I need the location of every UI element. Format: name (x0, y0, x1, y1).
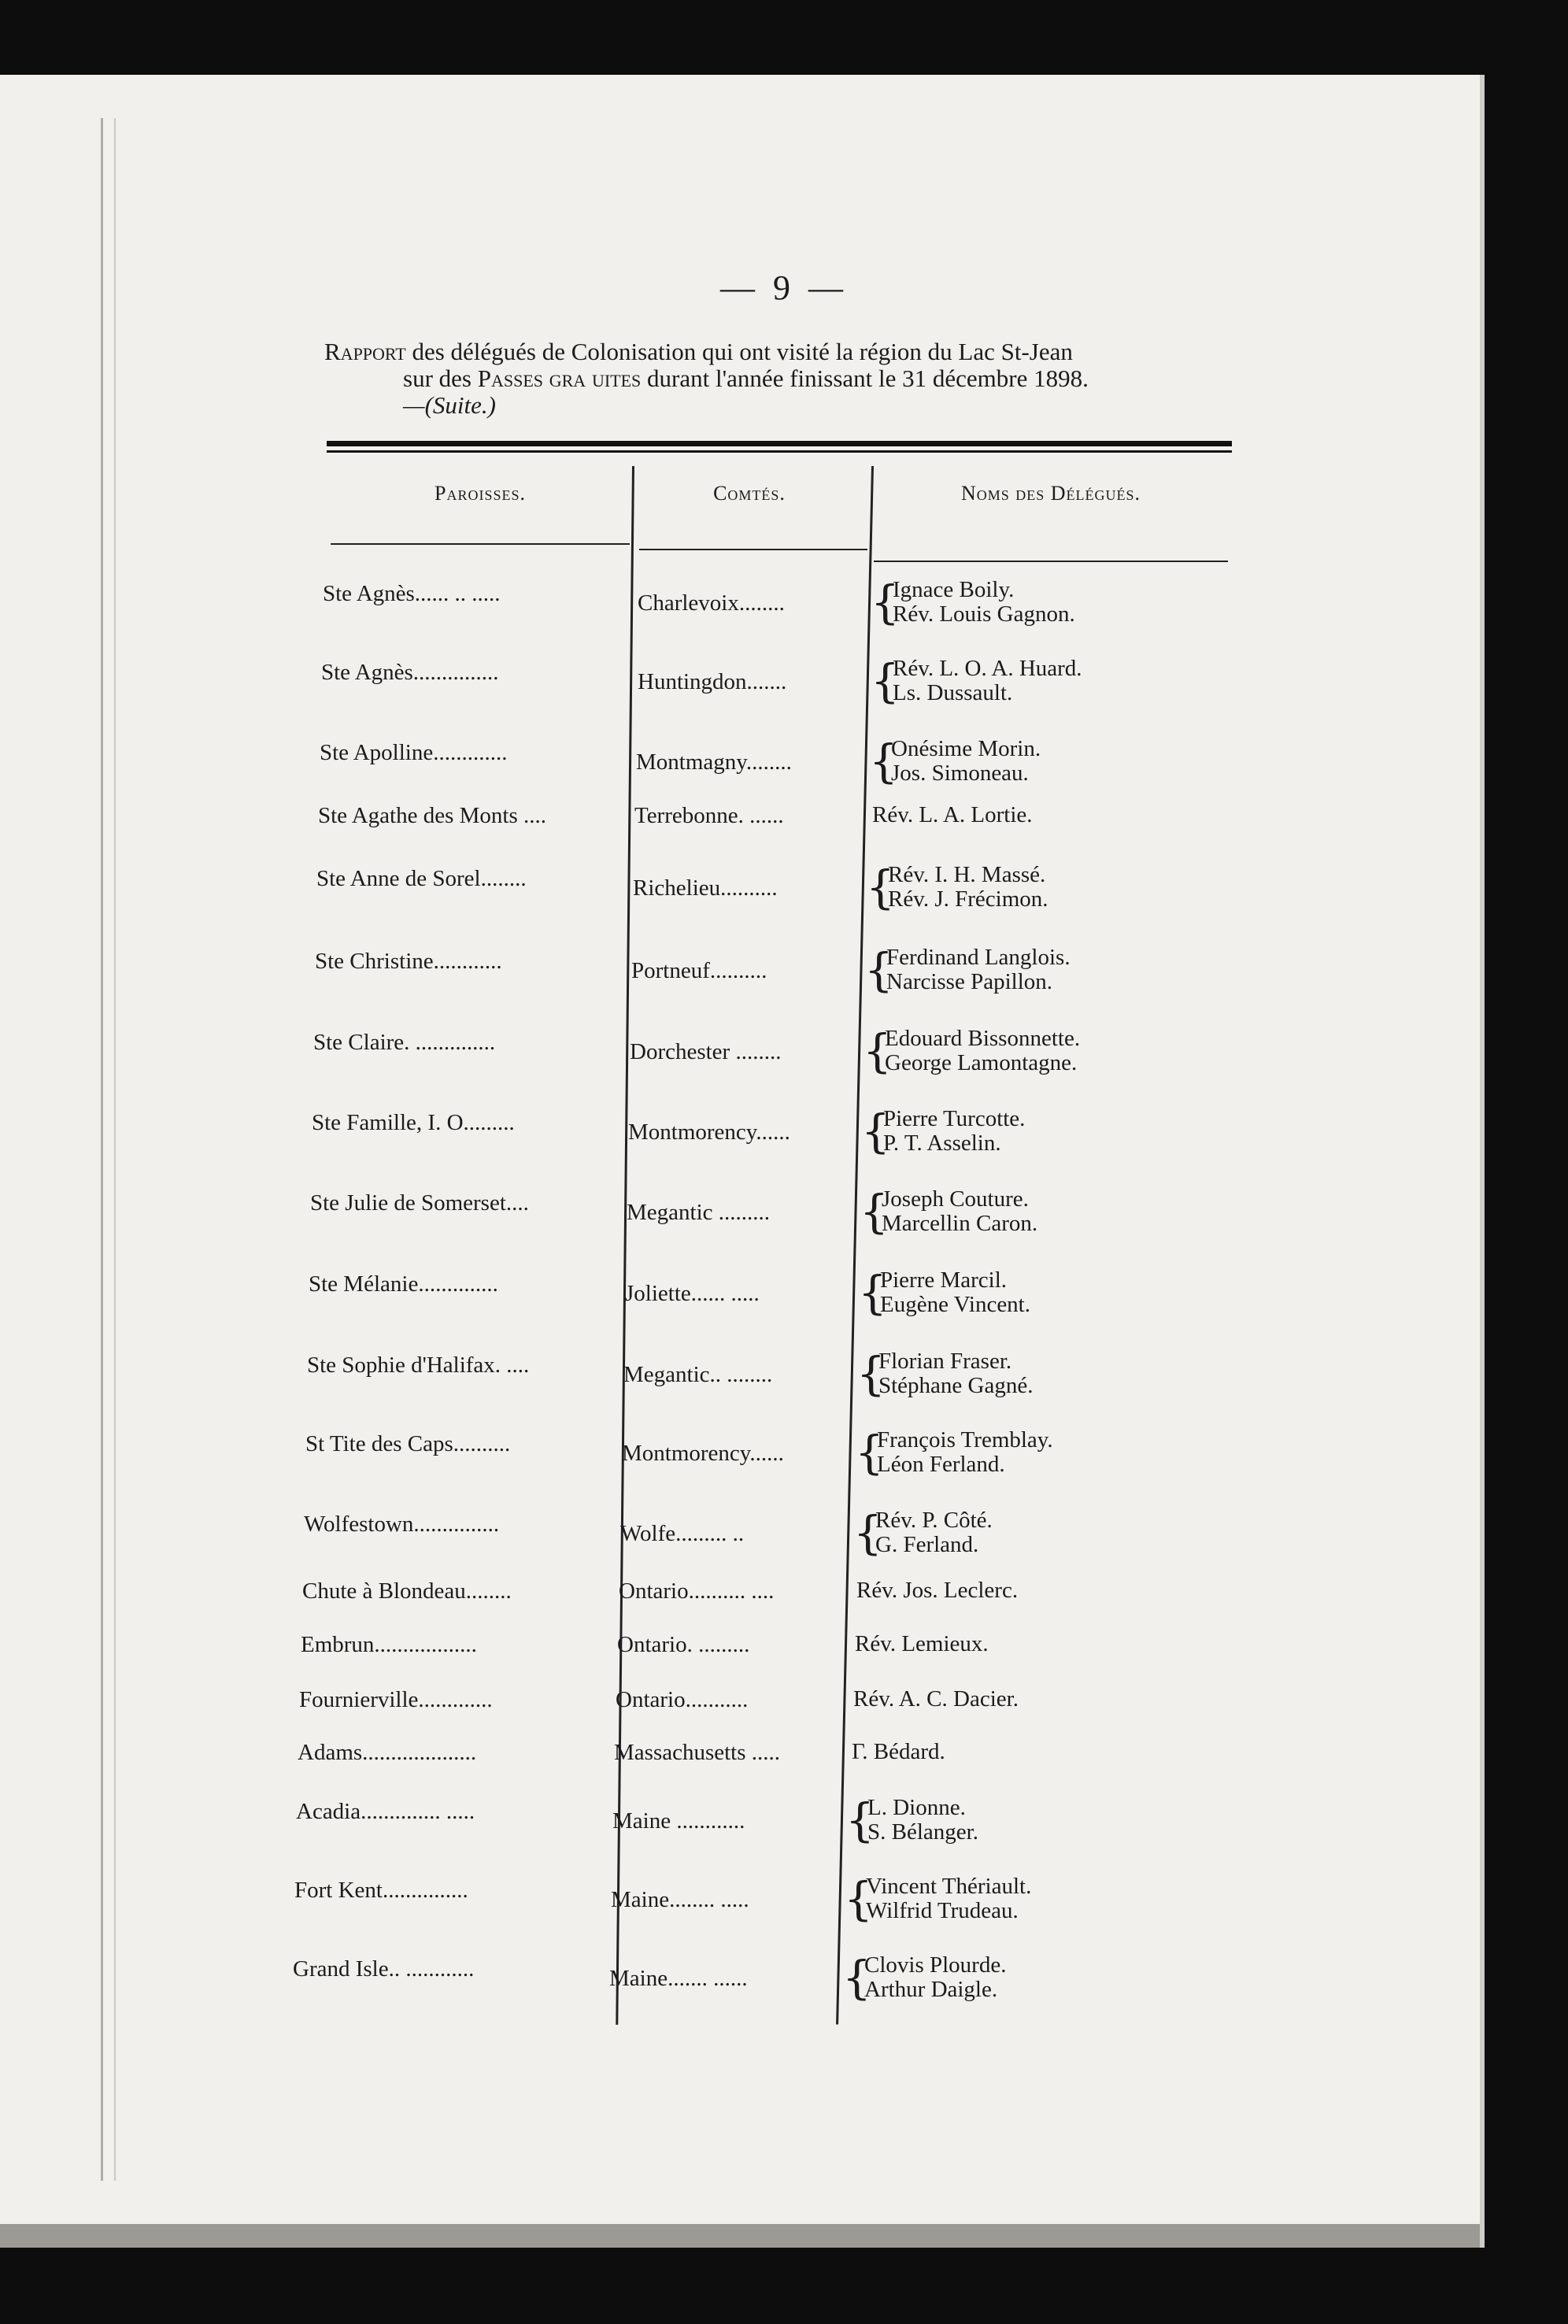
delegue-name: L. Dionne. (867, 1795, 966, 1820)
comte-cell: Ontario.......... .... (619, 1578, 775, 1604)
report-title (324, 339, 1237, 419)
title-line-2 (324, 365, 1237, 392)
delegues-cell (893, 578, 1075, 627)
comte-cell: Dorchester ........ (630, 1039, 782, 1064)
paroisse-cell: Wolfestown............... (304, 1512, 500, 1537)
comte-cell: Montmorency...... (622, 1441, 784, 1466)
comte-cell: Charlevoix........ (638, 590, 785, 616)
paroisse-cell: Ste Agnès............... (321, 660, 499, 685)
paroisse-cell: Acadia.............. ..... (296, 1799, 475, 1824)
header-rule-2 (639, 549, 867, 550)
delegues-cell (880, 1268, 1030, 1317)
comte-cell: Joliette...... ..... (625, 1281, 760, 1306)
title-line2-a: sur des (403, 365, 478, 392)
brace-icon: { (842, 1951, 871, 2004)
paroisse-cell: St Tite des Caps.......... (305, 1431, 511, 1456)
brace-icon: { (869, 735, 898, 788)
paroisse-cell: Fort Kent............... (294, 1878, 468, 1903)
delegues-cell (893, 657, 1082, 705)
comte-cell: Megantic.. ........ (623, 1362, 773, 1387)
table-top-rule-thin (327, 450, 1232, 453)
brace-icon: { (864, 943, 893, 997)
delegue-name: Rév. A. C. Dacier. (853, 1686, 1019, 1712)
delegue-name: Léon Ferland. (877, 1452, 1005, 1477)
binding-stitches (101, 118, 116, 2181)
page-number: — 9 — (720, 268, 848, 307)
brace-icon: { (858, 1266, 887, 1319)
brace-icon: { (855, 1426, 884, 1479)
title-rapport: Rapport (324, 338, 406, 365)
paroisse-cell: Ste Anne de Sorel........ (316, 866, 527, 891)
delegues-cell (872, 803, 1033, 827)
delegue-name: Pierre Turcotte. (883, 1106, 1026, 1131)
brace-icon: { (866, 860, 895, 914)
delegue-name: Joseph Couture. (882, 1186, 1029, 1212)
delegues-cell (885, 1027, 1080, 1075)
paroisse-cell: Adams.................... (298, 1740, 477, 1765)
brace-icon: { (856, 1347, 886, 1401)
delegue-name: S. Bélanger. (867, 1819, 978, 1845)
paroisse-cell: Embrun.................. (301, 1632, 477, 1657)
paroisse-cell: Ste Agathe des Monts .... (318, 803, 546, 828)
header-rule-1 (331, 543, 630, 545)
delegues-cell (886, 946, 1071, 994)
brace-icon: { (871, 654, 900, 708)
paroisse-cell: Chute à Blondeau........ (302, 1578, 512, 1604)
delegue-name: Arthur Daigle. (864, 1977, 998, 2002)
comte-cell: Montmagny........ (636, 749, 792, 775)
delegues-cell (888, 863, 1048, 912)
title-line1-text: des délégués de Colonisation qui ont visité la région du Lac St-Jean (405, 338, 1073, 365)
delegue-name: Rév. P. Côté. (875, 1508, 993, 1533)
comte-cell: Richelieu.......... (633, 875, 778, 901)
delegues-cell (878, 1349, 1034, 1398)
header-paroisses: Paroisses. (435, 482, 526, 505)
comte-cell: Huntingdon....... (638, 669, 787, 694)
paroisse-cell: Ste Famille, I. O......... (312, 1110, 515, 1135)
title-suite: —(Suite.) (403, 391, 496, 419)
comte-cell: Megantic ......... (627, 1200, 771, 1225)
delegues-cell (883, 1107, 1025, 1156)
delegue-name: Rév. I. H. Massé. (888, 862, 1046, 887)
delegue-name: François Tremblay. (877, 1427, 1053, 1452)
page-bottom-edge (0, 2224, 1480, 2248)
delegues-cell (866, 1874, 1031, 1923)
delegue-name: Γ. Bédard. (852, 1739, 945, 1764)
delegues-cell (882, 1187, 1037, 1236)
comte-cell: Montmorency...... (628, 1119, 790, 1145)
brace-icon: { (853, 1506, 882, 1560)
delegues-cell (867, 1796, 978, 1845)
delegue-name: Onésime Morin. (891, 736, 1041, 761)
delegues-cell (875, 1508, 993, 1557)
delegue-name: P. T. Asselin. (883, 1131, 1001, 1156)
delegue-name: Marcellin Caron. (882, 1211, 1038, 1236)
delegue-name: Rév. L. A. Lortie. (872, 802, 1033, 827)
brace-icon: { (845, 1793, 875, 1847)
paroisse-cell: Ste Christine............ (315, 949, 502, 974)
paroisse-cell: Ste Mélanie.............. (309, 1271, 498, 1297)
comte-cell: Portneuf.......... (631, 958, 767, 983)
paroisse-cell: Grand Isle.. ............ (293, 1956, 475, 1982)
delegue-name: Rév. J. Frécimon. (888, 886, 1048, 912)
paroisse-cell: Ste Agnès...... .. ..... (323, 581, 501, 606)
delegue-name: Clovis Plourde. (864, 1952, 1007, 1978)
header-comtes: Comtés. (713, 482, 786, 505)
delegue-name: Pierre Marcil. (880, 1267, 1008, 1293)
delegues-cell (855, 1632, 989, 1656)
brace-icon: { (860, 1185, 889, 1238)
comte-cell: Maine ............ (612, 1808, 745, 1834)
delegues-cell (891, 737, 1041, 786)
delegue-name: George Lamontagne. (885, 1050, 1078, 1075)
paroisse-cell: Ste Julie de Somerset.... (310, 1190, 529, 1216)
title-line2-b: durant l'année finissant le 31 décembre 1898. (641, 365, 1089, 392)
delegues-cell (856, 1578, 1018, 1603)
delegues-cell (864, 1953, 1006, 2002)
table-top-rule (327, 441, 1232, 446)
delegue-name: Stéphane Gagné. (878, 1373, 1034, 1398)
delegue-name: Rév. Louis Gagnon. (893, 601, 1075, 627)
delegue-name: Wilfrid Trudeau. (866, 1898, 1019, 1923)
paroisse-cell: Fournierville............. (299, 1687, 493, 1712)
brace-icon: { (871, 575, 900, 629)
delegue-name: Vincent Thériault. (866, 1874, 1032, 1899)
delegue-name: Rév. Jos. Leclerc. (856, 1578, 1019, 1603)
comte-cell: Maine........ ..... (611, 1887, 749, 1912)
brace-icon: { (861, 1105, 890, 1158)
brace-icon: { (863, 1024, 892, 1078)
paroisse-cell: Ste Apolline............. (320, 740, 508, 765)
delegue-name: Florian Fraser. (878, 1349, 1012, 1374)
comte-cell: Massachusetts ..... (614, 1740, 781, 1765)
delegue-name: G. Ferland. (875, 1532, 979, 1557)
delegues-cell (877, 1428, 1053, 1477)
delegue-name: Edouard Bissonnette. (885, 1026, 1081, 1051)
brace-icon: { (844, 1872, 873, 1926)
header-rule-3 (874, 561, 1228, 562)
delegue-name: Narcisse Papillon. (886, 969, 1053, 994)
delegues-cell (853, 1687, 1019, 1712)
paroisse-cell: Ste Claire. .............. (313, 1030, 496, 1055)
delegue-name: Rév. L. O. A. Huard. (893, 656, 1082, 681)
header-delegues: Noms des Délégués. (960, 482, 1141, 505)
paroisse-cell: Ste Sophie d'Halifax. .... (307, 1353, 530, 1378)
delegue-name: Jos. Simoneau. (891, 760, 1029, 786)
comte-cell: Ontario. ......... (617, 1632, 750, 1657)
comte-cell: Maine....... ...... (609, 1966, 748, 1991)
title-line-1 (324, 339, 1237, 365)
comte-cell: Terrebonne. ...... (634, 803, 784, 828)
comte-cell: Wolfe......... .. (620, 1521, 745, 1546)
delegue-name: Eugène Vincent. (880, 1292, 1030, 1317)
delegues-cell (852, 1740, 945, 1764)
delegue-name: Ignace Boily. (893, 577, 1015, 602)
delegue-name: Ferdinand Langlois. (886, 945, 1071, 970)
delegue-name: Ls. Dussault. (893, 680, 1013, 705)
title-passes: Passes gra uites (477, 365, 642, 392)
delegue-name: Rév. Lemieux. (855, 1631, 989, 1656)
comte-cell: Ontario........... (616, 1687, 749, 1712)
